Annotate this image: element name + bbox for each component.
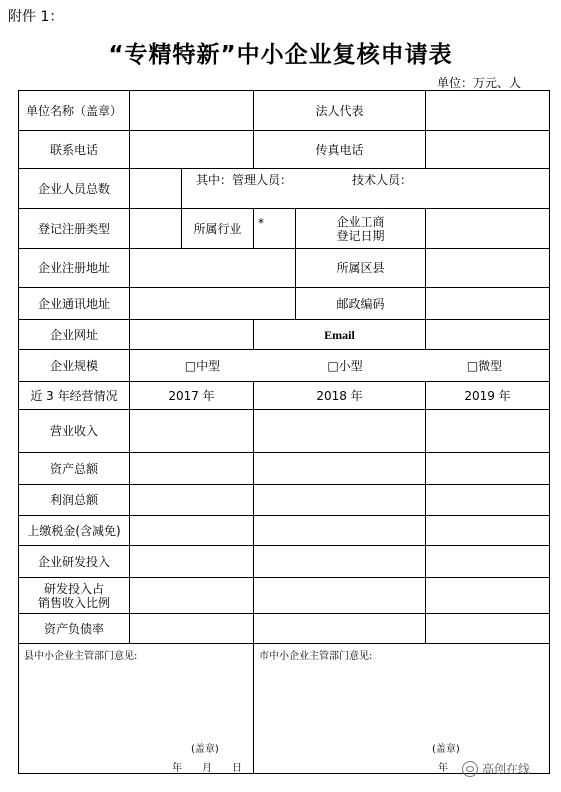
scale-option-micro[interactable]: □微型 [466,358,503,373]
staff-split-label: 其中：管理人员： [196,173,293,187]
year-2017: 2017 年 [168,388,215,403]
reg-type-field[interactable] [130,209,181,248]
legal-rep-field[interactable] [426,91,549,130]
metric-assets-label: 资产总额 [49,461,98,476]
mail-address-field[interactable] [130,288,295,319]
watermark [462,760,530,777]
company-name-field[interactable] [130,91,253,130]
ops-label: 近 3 年经营情况 [30,388,118,403]
fax-label: 传真电话 [315,142,364,157]
industry-label: 所属行业 [193,221,242,236]
district-field[interactable] [426,249,549,287]
postcode-label: 邮政编码 [336,296,385,311]
legal-rep-label: 法人代表 [315,103,364,118]
city-date: 年 [438,763,448,774]
metric-rd-label: 企业研发投入 [37,554,110,569]
reg-date-field[interactable] [426,209,549,248]
scale-label: 企业规模 [49,358,98,373]
scale-option-small[interactable]: □小型 [327,358,363,373]
phone-label: 联系电话 [49,142,98,157]
county-opinion-field[interactable] [19,660,253,735]
page-title: “专精特新”中小企业复核申请表 [108,42,453,68]
year-2019: 2019 年 [464,388,511,403]
metric-tax-label: 上缴税金(含减免) [27,523,121,538]
industry-mark: * [258,216,264,230]
reg-type-label: 登记注册类型 [37,221,110,236]
year-2018: 2018 年 [316,388,363,403]
metric-rd-ratio-label: 研发投入占 销售收入比例 [37,581,110,610]
reg-address-label: 企业注册地址 [37,261,110,275]
county-opinion-label: 县中小企业主管部门意见: [24,651,138,662]
mail-address-label: 企业通讯地址 [37,296,110,311]
website-field[interactable] [130,320,253,349]
city-stamp-note: (盖章) [432,744,460,755]
website-label: 企业网址 [49,327,98,342]
city-opinion-label: 市中小企业主管部门意见: [259,651,373,662]
wechat-icon [462,761,478,777]
staff-total-field[interactable] [130,169,181,208]
scale-option-medium[interactable]: □中型 [184,358,221,373]
county-date: 年 月 日 [172,763,242,774]
company-name-label: 单位名称（盖章） [25,103,122,118]
county-stamp-note: (盖章) [191,744,219,755]
staff-total-label: 企业人员总数 [37,181,110,196]
watermark-text: 高创在线 [482,762,531,776]
metric-revenue-label: 营业收入 [49,424,98,438]
metric-profit-label: 利润总额 [49,493,98,507]
reg-address-field[interactable] [130,249,295,287]
district-label: 所属区县 [336,261,385,275]
reg-date-label: 企业工商 登记日期 [336,214,385,243]
phone-field[interactable] [130,131,253,168]
tech-staff-label: 技术人员： [352,173,413,187]
email-label: Email [324,327,355,342]
metric-debt-ratio-label: 资产负债率 [43,621,104,636]
attachment-label: 附件 1： [8,9,64,25]
fax-field[interactable] [426,131,549,168]
email-field[interactable] [426,320,549,349]
unit-label: 单位：万元、人 [436,76,521,90]
city-opinion-field[interactable] [254,660,549,735]
postcode-field[interactable] [426,288,549,319]
